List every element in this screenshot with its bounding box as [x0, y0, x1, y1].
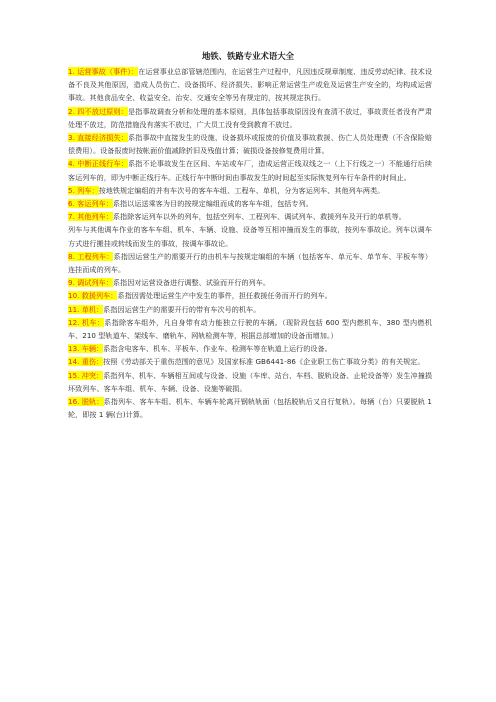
term-entry	[68, 184, 432, 197]
term-entry	[68, 289, 432, 302]
term-entry	[68, 342, 432, 355]
term-label: 7. 其他列车：	[68, 212, 113, 222]
term-entry	[68, 250, 432, 276]
term-definition: 是指事故调查分析和处理的基本原则，具体包括事故原因没有查清不放过，事故责任者没有严肃处理不放过，防范措施没有落实不放过，广大员工没有受到教育不放过。	[68, 106, 432, 129]
term-label: 8. 工程列车：	[68, 251, 114, 261]
term-definition: 系指因运营生产的需要开行的由机车与按规定编组的车辆（包括客车、单元车、单节车、平板车等）连挂而成的列车。	[68, 251, 432, 275]
term-definition: 系指不论事故发生在区间、车站或车厂，造成运营正线双线之一（上下行线之一）不能通行后续客运列车的，即为中断正线行车。正线行车中断时间由事故发生的时间起至实际恢复列车行车条件的时间止。	[68, 159, 432, 182]
term-label: 2. 四不放过原则：	[68, 106, 128, 116]
term-label: 1. 运营事故（事件）：	[68, 67, 139, 76]
term-definition: 按地铁规定编组的并有车次号的客车车组、工程车、单机，分为客运列车、其他列车两类。	[98, 185, 385, 195]
term-definition: 系指列车、客车车组、机车、车辆车轮离开钢轨轨面（包括脱轨后又自行复轨）。每辆（台）只要脱轨 1 轮，即按 1 辆(台)计算。	[68, 397, 432, 420]
term-label: 13. 车辆：	[68, 344, 104, 354]
term-definition: 系指含电客车、机车、平板车、作业车、检测车等在轨道上运行的设备。	[103, 344, 332, 354]
term-definition: 系指因对运营设备进行调整、试验而开行的列车。	[112, 278, 271, 288]
document-body	[68, 65, 432, 421]
term-definition: 系指因运营生产的需要开行的带有车次号的机车。	[103, 304, 261, 314]
term-entry	[68, 210, 432, 223]
term-definition: 系指以运送乘客为目的按规定编组而成的客车车组，包括专列。	[112, 199, 313, 209]
term-entry	[68, 355, 432, 368]
term-entry	[68, 369, 432, 395]
term-label: 15. 冲突：	[68, 370, 104, 380]
term-definition: 在运营事业总部管辖范围内，在运营生产过程中，凡因违反规章制度、违反劳动纪律、技术设备不良及其他原因，造成人员伤亡、设备损坏、经济损失、影响正常运营生产或危及运营生产安全的，均构成运营事故。其他食品安全、收益安全、治安、交通安全等另有规定的，按其规定执行。	[68, 67, 432, 103]
term-entry	[68, 223, 432, 249]
term-definition: 系指除客运列车以外的列车，包括空列车、工程列车、调试列车、救援列车及开行的单机等。	[112, 212, 406, 222]
term-entry	[68, 65, 432, 105]
term-entry	[68, 157, 432, 183]
term-label: 12. 机车：	[68, 317, 105, 327]
term-label: 3. 直接经济损失：	[68, 133, 128, 143]
term-definition: 列车与其他调车作业的客车车组、机车、车辆、设施、设备等互相冲撞而发生的事故，按列车事故论。列车以调车方式进行搬挂或转线而发生的事故，按调车事故论。	[68, 225, 432, 248]
term-definition: 按照《劳动部关于重伤范围的意见》及国家标准 GB6441-86《企业职工伤亡事故分类》的有关规定。	[103, 357, 425, 367]
term-label: 6. 客运列车：	[68, 199, 113, 209]
term-entry	[68, 276, 432, 289]
term-label: 10. 救援列车：	[68, 291, 118, 301]
term-definition: 系指事故中直接发生的设施、设备损坏或报废的价值及事故救援、伤亡人员处理费（不含保险赔偿费用）。设备报废时按帐面价值减除折旧及残值计算；破损设备按修复费用计算。	[68, 133, 432, 156]
term-label: 11. 单机：	[68, 304, 104, 314]
term-entry	[68, 197, 432, 210]
term-definition: 系指列车、机车、车辆相互间或与设备、设施（车库、站台、车档、脱轨设备、止轮设备等）发生冲撞损坏致列车、客车车组、机车、车辆、设备、设施等破损。	[68, 370, 432, 393]
term-label: 5. 列车：	[68, 185, 99, 195]
term-definition: 系指除客车组外，凡自身带有动力能独立行驶的车辆。（现阶段包括 600 型内燃机车、380 型内燃机车、210 型轨道车、架线车、磨轨车、网轨检测车等，根据总部增加的设备而增加。）	[68, 317, 432, 341]
term-entry	[68, 131, 432, 157]
term-label: 16. 脱轨：	[68, 397, 104, 407]
term-entry	[68, 303, 432, 316]
term-entry	[68, 105, 432, 131]
document-title: 地铁、铁路专业术语大全	[201, 51, 295, 61]
term-entry	[68, 395, 432, 421]
term-label: 9. 调试列车：	[68, 278, 113, 288]
term-label: 14. 重伤：	[68, 357, 104, 367]
term-entry	[68, 316, 432, 342]
term-definition: 系指因需处理运营生产中发生的事件，担任救援任务而开行的列车。	[117, 291, 332, 301]
term-label: 4. 中断正线行车：	[68, 159, 128, 169]
